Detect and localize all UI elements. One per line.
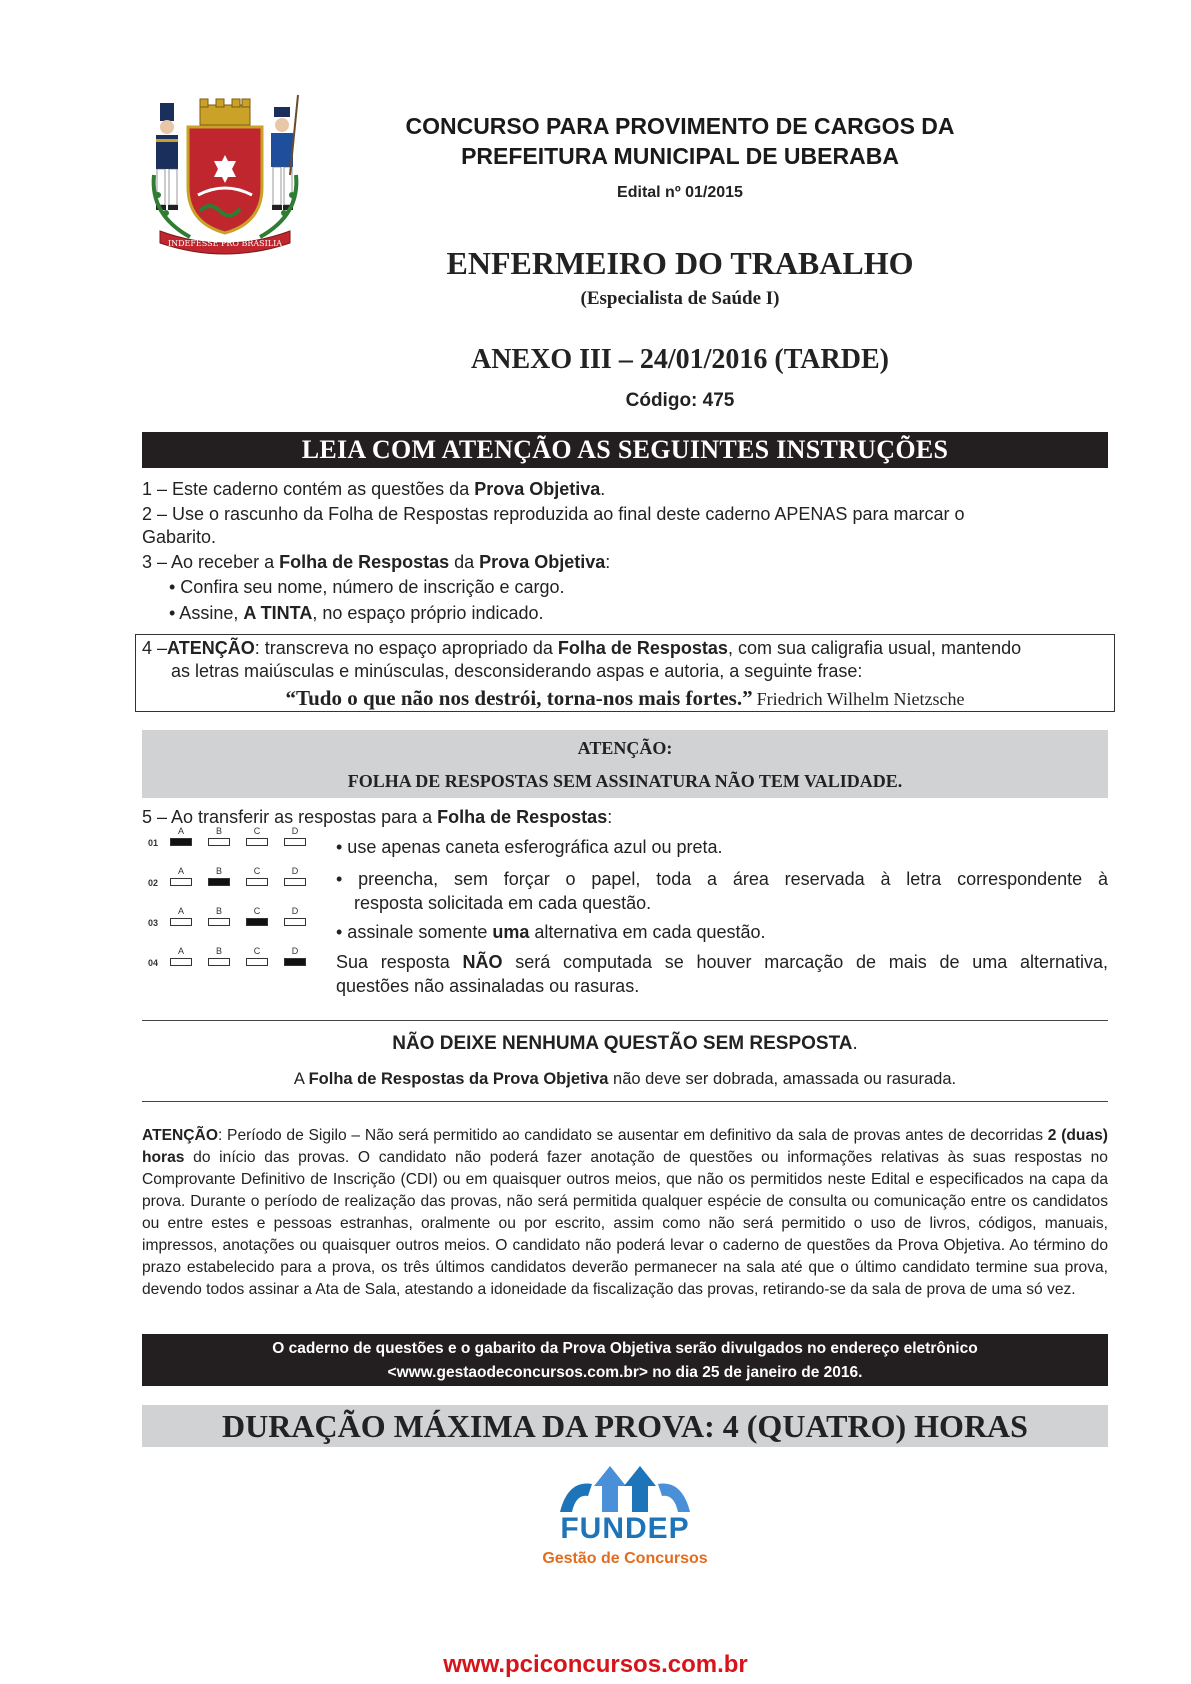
sample-option-letter: B: [215, 866, 222, 876]
sample-question-number: 01: [148, 838, 159, 848]
website-link[interactable]: www.pciconcursos.com.br: [443, 1651, 748, 1678]
sample-option-letter: A: [177, 826, 184, 836]
transfer-bullet-3: • assinale somente uma alternativa em cada questão.: [336, 922, 766, 942]
instruction-3-bullet1: • Confira seu nome, número de inscrição e cargo.: [169, 577, 565, 597]
sample-bubble-empty: [246, 838, 268, 846]
sample-bubble-empty: [170, 918, 192, 926]
instruction-2-line1: 2 – Use o rascunho da Folha de Respostas reproduzida ao final deste caderno APENAS para marcar o: [142, 504, 965, 524]
fundep-tagline: Gestão de Concursos: [542, 1550, 708, 1567]
gabarito-notice-line1: O caderno de questões e o gabarito da Prova Objetiva serão divulgados no endereço eletrônico: [272, 1340, 978, 1357]
sample-bubble-filled: [208, 878, 230, 886]
sample-bubble-filled: [170, 838, 192, 846]
sample-option-letter: D: [291, 946, 299, 956]
exam-duration-banner: DURAÇÃO MÁXIMA DA PROVA: 4 (QUATRO) HORAS: [142, 1405, 1108, 1447]
answer-sample-grid: [148, 826, 328, 986]
sample-bubble-empty: [246, 878, 268, 886]
sample-bubble-empty: [284, 918, 306, 926]
sample-option-letter: C: [253, 946, 261, 956]
sample-option-letter: A: [177, 946, 184, 956]
instruction-5: 5 – Ao transferir as respostas para a Folha de Respostas:: [142, 807, 613, 827]
municipal-crest: [140, 95, 310, 255]
sample-option-letter: D: [291, 826, 299, 836]
attention-box: [142, 730, 1108, 798]
instruction-3: 3 – Ao receber a Folha de Respostas da Prova Objetiva:: [142, 552, 611, 572]
sample-bubble-empty: [170, 878, 192, 886]
transfer-note-line1: Sua resposta NÃO será computada se houver marcação de mais de uma alternativa,: [336, 952, 1108, 972]
transfer-bullet-1: • use apenas caneta esferográfica azul ou preta.: [336, 837, 723, 857]
instruction-3-bullet2: • Assine, A TINTA, no espaço próprio indicado.: [169, 603, 544, 623]
instruction-2-line2: Gabarito.: [142, 527, 217, 547]
sigilo-paragraph: ATENÇÃO: Período de Sigilo – Não será permitido ao candidato se ausentar em definitivo da sala de provas antes de decorridas 2 (duas) horas do início das provas. O candidato não poderá fazer anotação de questões ou informações relativas às suas respostas no Comprovante Definitivo de Inscrição (CDI) ou em quaisquer outros meios, que não os permitidos neste Edital e especificados na capa da prova. Durante o período de realização das provas, não será permitida qualquer espécie de consulta ou comunicação entre os candidatos ou entre estes e pessoas estranhas, oralmente ou por escrito, assim como não será permitido o uso de livros, códigos, manuais, impressos, anotações ou quaisquer outros meios. O candidato não poderá levar o caderno de questões da Prova Objetiva. Ao término do prazo estabelecido para a prova, os três últimos candidatos deverão permanecer na sala até que o último candidato termine sua prova, devendo todos assinar a Ata de Sala, atestando a idoneidade da fiscalização das provas, retirando-se da sala de prova de uma só vez.: [142, 1127, 1108, 1298]
sample-bubble-empty: [170, 958, 192, 966]
sample-question-number: 03: [148, 918, 159, 928]
instruction-1: 1 – Este caderno contém as questões da Prova Objetiva.: [142, 479, 606, 499]
sample-option-letter: D: [291, 906, 299, 916]
sample-option-letter: A: [177, 866, 184, 876]
quote-author: Friedrich Wilhelm Nietzsche: [756, 689, 965, 709]
gabarito-notice-bar: [142, 1334, 1108, 1386]
sample-option-letter: B: [215, 906, 222, 916]
sample-question-number: 04: [148, 958, 159, 968]
sample-option-letter: C: [253, 866, 261, 876]
fundep-name: FUNDEP: [560, 1512, 690, 1545]
sample-bubble-empty: [208, 838, 230, 846]
attention-signature-warning: FOLHA DE RESPOSTAS SEM ASSINATURA NÃO TEM VALIDADE.: [347, 771, 903, 791]
shield-icon: [188, 127, 262, 233]
transfer-bullet-2-line1: • preencha, sem forçar o papel, toda a área reservada à letra correspondente à: [336, 869, 1108, 889]
sample-bubble-empty: [284, 878, 306, 886]
motto-text: INDEFESSE PRO BRASILIA: [167, 239, 283, 248]
job-title: ENFERMEIRO DO TRABALHO: [446, 245, 914, 281]
sample-option-letter: C: [253, 906, 261, 916]
sample-bubble-empty: [284, 838, 306, 846]
edital-number: Edital nº 01/2015: [617, 184, 743, 201]
fundep-logo: [540, 1462, 710, 1572]
sample-option-letter: A: [177, 906, 184, 916]
divider-bottom: [142, 1101, 1108, 1102]
answer-sheet-care: A Folha de Respostas da Prova Objetiva não deve ser dobrada, amassada ou rasurada.: [293, 1070, 957, 1088]
exam-code: Código: 475: [625, 390, 735, 411]
sample-question-number: 02: [148, 878, 159, 888]
sample-bubble-filled: [284, 958, 306, 966]
fundep-arrows-icon: [540, 1462, 710, 1518]
sample-option-letter: D: [291, 866, 299, 876]
contest-title-line1: CONCURSO PARA PROVIMENTO DE CARGOS DA: [405, 113, 955, 139]
instruction-4-line1: 4 –ATENÇÃO: transcreva no espaço apropriado da Folha de Respostas, com sua caligrafia usual, mantendo: [142, 638, 1022, 658]
sample-bubble-empty: [246, 958, 268, 966]
transfer-bullet-2-line2: resposta solicitada em cada questão.: [354, 893, 652, 913]
attention-label: ATENÇÃO:: [577, 738, 673, 758]
instructions-heading: LEIA COM ATENÇÃO AS SEGUINTES INSTRUÇÕES: [142, 432, 1108, 468]
transfer-note-line2: questões não assinaladas ou rasuras.: [336, 976, 640, 996]
divider-top: [142, 1020, 1108, 1021]
job-specialty: (Especialista de Saúde I): [580, 288, 780, 309]
quote-text: “Tudo o que não nos destrói, torna-nos mais fortes.”: [285, 686, 753, 710]
sample-option-letter: B: [215, 826, 222, 836]
sample-bubble-empty: [208, 918, 230, 926]
sample-option-letter: C: [253, 826, 261, 836]
sample-option-letter: B: [215, 946, 222, 956]
sample-bubble-filled: [246, 918, 268, 926]
exam-annex-date: ANEXO III – 24/01/2016 (TARDE): [471, 344, 889, 375]
crown-icon: [200, 99, 250, 125]
instruction-4-line2: as letras maiúsculas e minúsculas, desconsiderando aspas e autoria, a seguinte frase:: [171, 661, 863, 681]
sample-bubble-empty: [208, 958, 230, 966]
quote-line: [135, 686, 1115, 711]
no-blank-warning: NÃO DEIXE NENHUMA QUESTÃO SEM RESPOSTA.: [392, 1033, 858, 1054]
contest-title-line2: PREFEITURA MUNICIPAL DE UBERABA: [461, 143, 899, 169]
gabarito-notice-line2: <www.gestaodeconcursos.com.br> no dia 25 de janeiro de 2016.: [387, 1364, 863, 1381]
